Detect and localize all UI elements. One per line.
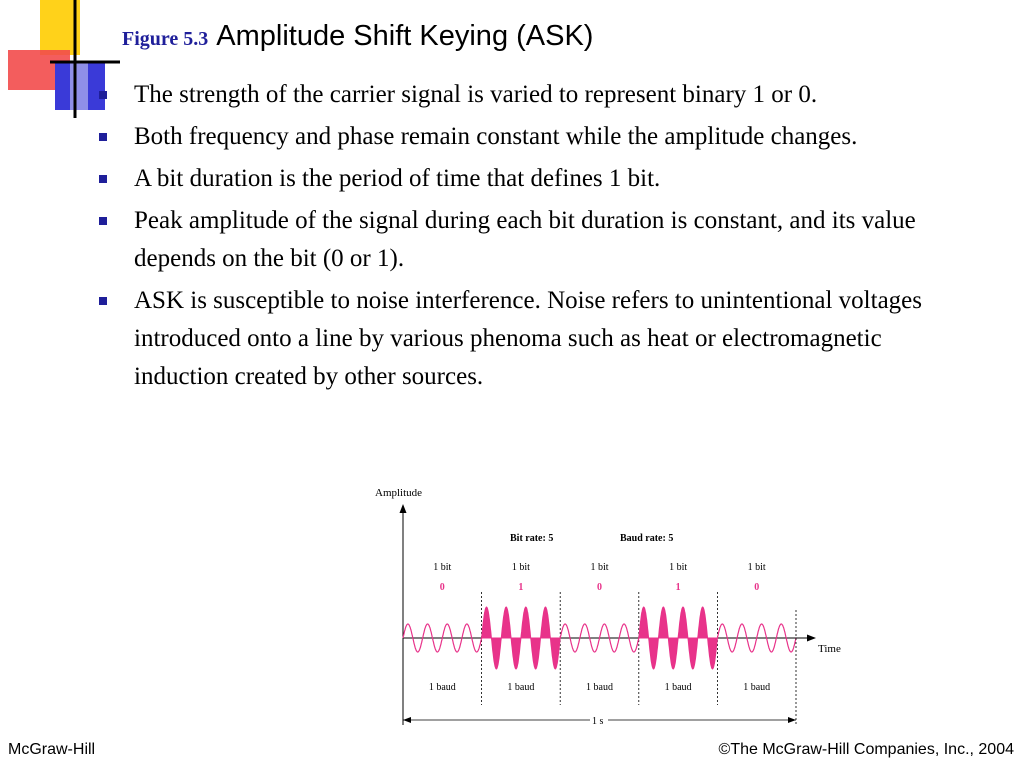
duration-label: 1 s bbox=[592, 716, 604, 727]
baud-label: 1 baud bbox=[507, 682, 535, 693]
bullet-square-icon bbox=[99, 175, 107, 183]
bit-duration-label: 1 bit bbox=[511, 562, 530, 573]
baud-label: 1 baud bbox=[664, 682, 692, 693]
bullet-item: The strength of the carrier signal is varied to represent binary 1 or 0. bbox=[96, 76, 956, 114]
figure-label: Figure 5.3 bbox=[122, 28, 209, 50]
x-axis-label: Time bbox=[818, 643, 841, 655]
bullet-square-icon bbox=[99, 217, 107, 225]
ask-signal-diagram bbox=[360, 480, 860, 730]
slide-title bbox=[122, 16, 593, 53]
bullet-item: ASK is susceptible to noise interference. Noise refers to unintentional voltages introduced onto a line by various phenoma such as heat or electromagnetic induction created by other sources. bbox=[96, 282, 956, 396]
bit-labels bbox=[433, 562, 766, 593]
bit-value-label: 0 bbox=[597, 582, 602, 593]
bit-duration-label: 1 bit bbox=[433, 562, 452, 573]
bit-value-label: 0 bbox=[439, 582, 445, 593]
baud-label: 1 baud bbox=[428, 682, 456, 693]
bit-duration-label: 1 bit bbox=[669, 562, 688, 573]
duration-arrow bbox=[403, 610, 796, 727]
baud-labels bbox=[429, 682, 770, 693]
baud-rate-label: Baud rate: 5 bbox=[620, 533, 674, 544]
bit-value-label: 0 bbox=[754, 582, 760, 593]
footer-copyright: ©The McGraw-Hill Companies, Inc., 2004 bbox=[718, 741, 1014, 758]
slide-title-text: Amplitude Shift Keying (ASK) bbox=[216, 20, 594, 52]
bit-value-label: 1 bbox=[518, 582, 524, 593]
bit-duration-label: 1 bit bbox=[590, 562, 609, 573]
bit-duration-label: 1 bit bbox=[747, 562, 766, 573]
y-axis-label: Amplitude bbox=[375, 487, 423, 499]
bit-rate-label: Bit rate: 5 bbox=[510, 533, 554, 544]
bullet-square-icon bbox=[99, 133, 107, 141]
bullet-item: Peak amplitude of the signal during each bit duration is constant, and its value depends on the bit (0 or 1). bbox=[96, 202, 956, 278]
bullet-square-icon bbox=[99, 297, 107, 305]
baud-label: 1 baud bbox=[743, 682, 771, 693]
bullet-list bbox=[96, 76, 956, 400]
bit-value-label: 1 bbox=[675, 582, 681, 593]
bullet-square-icon bbox=[99, 91, 107, 99]
footer-publisher: McGraw-Hill bbox=[8, 741, 96, 758]
baud-label: 1 baud bbox=[586, 682, 613, 693]
bullet-item: Both frequency and phase remain constant while the amplitude changes. bbox=[96, 118, 956, 156]
bullet-item: A bit duration is the period of time that defines 1 bit. bbox=[96, 160, 956, 198]
